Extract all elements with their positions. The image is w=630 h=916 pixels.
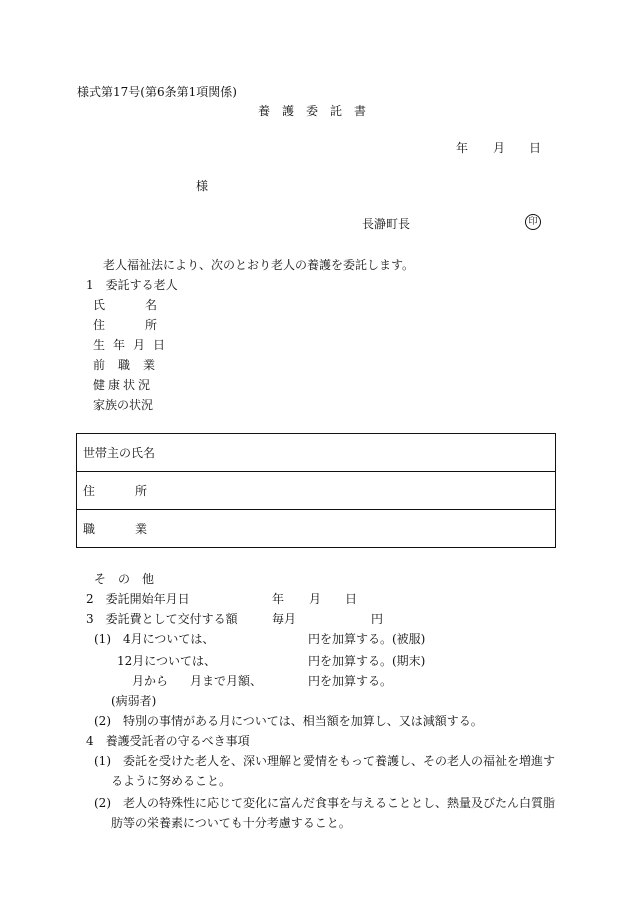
field-family-label: 家族の状況 (93, 398, 154, 412)
section4-item2-line1: 老人の特殊性に応じて変化に富んだ食事を与えることとし、熱量及びたん白質脂 (123, 796, 556, 810)
section3-item1-line3-b: 月まで月額、 (190, 674, 263, 688)
field-name-label: 氏名 (93, 298, 198, 312)
section3-item1-line1-b: 円を加算する。(被服) (308, 632, 426, 646)
section2-heading: 2 委託開始年月日 (86, 592, 190, 606)
section3-item1-line3-c: 円を加算する。 (308, 674, 393, 688)
section3-item1-line1-a: 4月については、 (123, 632, 215, 646)
household-head-name-cell (77, 434, 556, 472)
date-month-label: 月 (493, 141, 506, 155)
issuer-name: 長瀞町長 (362, 217, 411, 231)
date-day-label: 日 (529, 141, 542, 155)
section2-month: 月 (309, 592, 322, 606)
household-head-name-label: 世帯主の氏名 (83, 446, 156, 460)
section4-item2-number: (2) (94, 796, 111, 810)
addressee-suffix: 様 (196, 179, 209, 193)
section3-item1-line2-b: 円を加算する。(期末) (308, 654, 426, 668)
section3-item1-line3-a: 月から (132, 674, 169, 688)
section3-heading: 3 委託費として交付する額 (86, 612, 238, 626)
section3-yen: 円 (371, 612, 384, 626)
section3-item1-number: (1) (94, 632, 111, 646)
field-prev-job-label: 前職業 (93, 358, 169, 372)
section4-item1-line1: 委託を受けた老人を、深い理解と愛情をもって養護し、その老人の福祉を増進す (123, 754, 556, 768)
section2-year: 年 (272, 592, 285, 606)
other-label: その他 (94, 572, 167, 586)
section1-heading: 1 委託する老人 (86, 278, 178, 292)
section3-item2-text: 特別の事情がある月については、相当額を加算し、又は減額する。 (123, 714, 483, 728)
intro-text: 老人福祉法により、次のとおり老人の養護を委託します。 (103, 258, 415, 272)
table-row (77, 472, 556, 510)
household-table (76, 433, 556, 548)
section3-item1-line4: (病弱者) (111, 694, 157, 708)
table-row (77, 434, 556, 472)
section4-item2-line2: 肪等の栄養素についても十分考慮すること。 (111, 816, 351, 830)
seal-mark: 印 (525, 214, 541, 230)
section4-item1-number: (1) (94, 754, 111, 768)
document-title: 養護委託書 (258, 104, 379, 118)
household-occupation-label: 職業 (83, 522, 188, 536)
section3-monthly: 毎月 (272, 612, 297, 626)
form-number: 様式第17号(第6条第1項関係) (77, 85, 237, 99)
field-health-label: 健康状況 (93, 378, 154, 392)
household-address-cell (77, 472, 556, 510)
section4-heading: 4 養護受託者の守るべき事項 (86, 734, 250, 748)
date-year-label: 年 (456, 141, 469, 155)
household-occupation-cell (77, 510, 556, 548)
section3-item1-line2-a: 12月については、 (117, 654, 217, 668)
section3-item2-number: (2) (94, 714, 111, 728)
field-address-label: 住所 (93, 318, 198, 332)
table-row (77, 510, 556, 548)
field-birthdate-label: 生年月日 (93, 338, 174, 352)
section2-day: 日 (345, 592, 358, 606)
household-address-label: 住所 (83, 484, 188, 498)
section4-item1-line2: るように努めること。 (111, 774, 232, 788)
